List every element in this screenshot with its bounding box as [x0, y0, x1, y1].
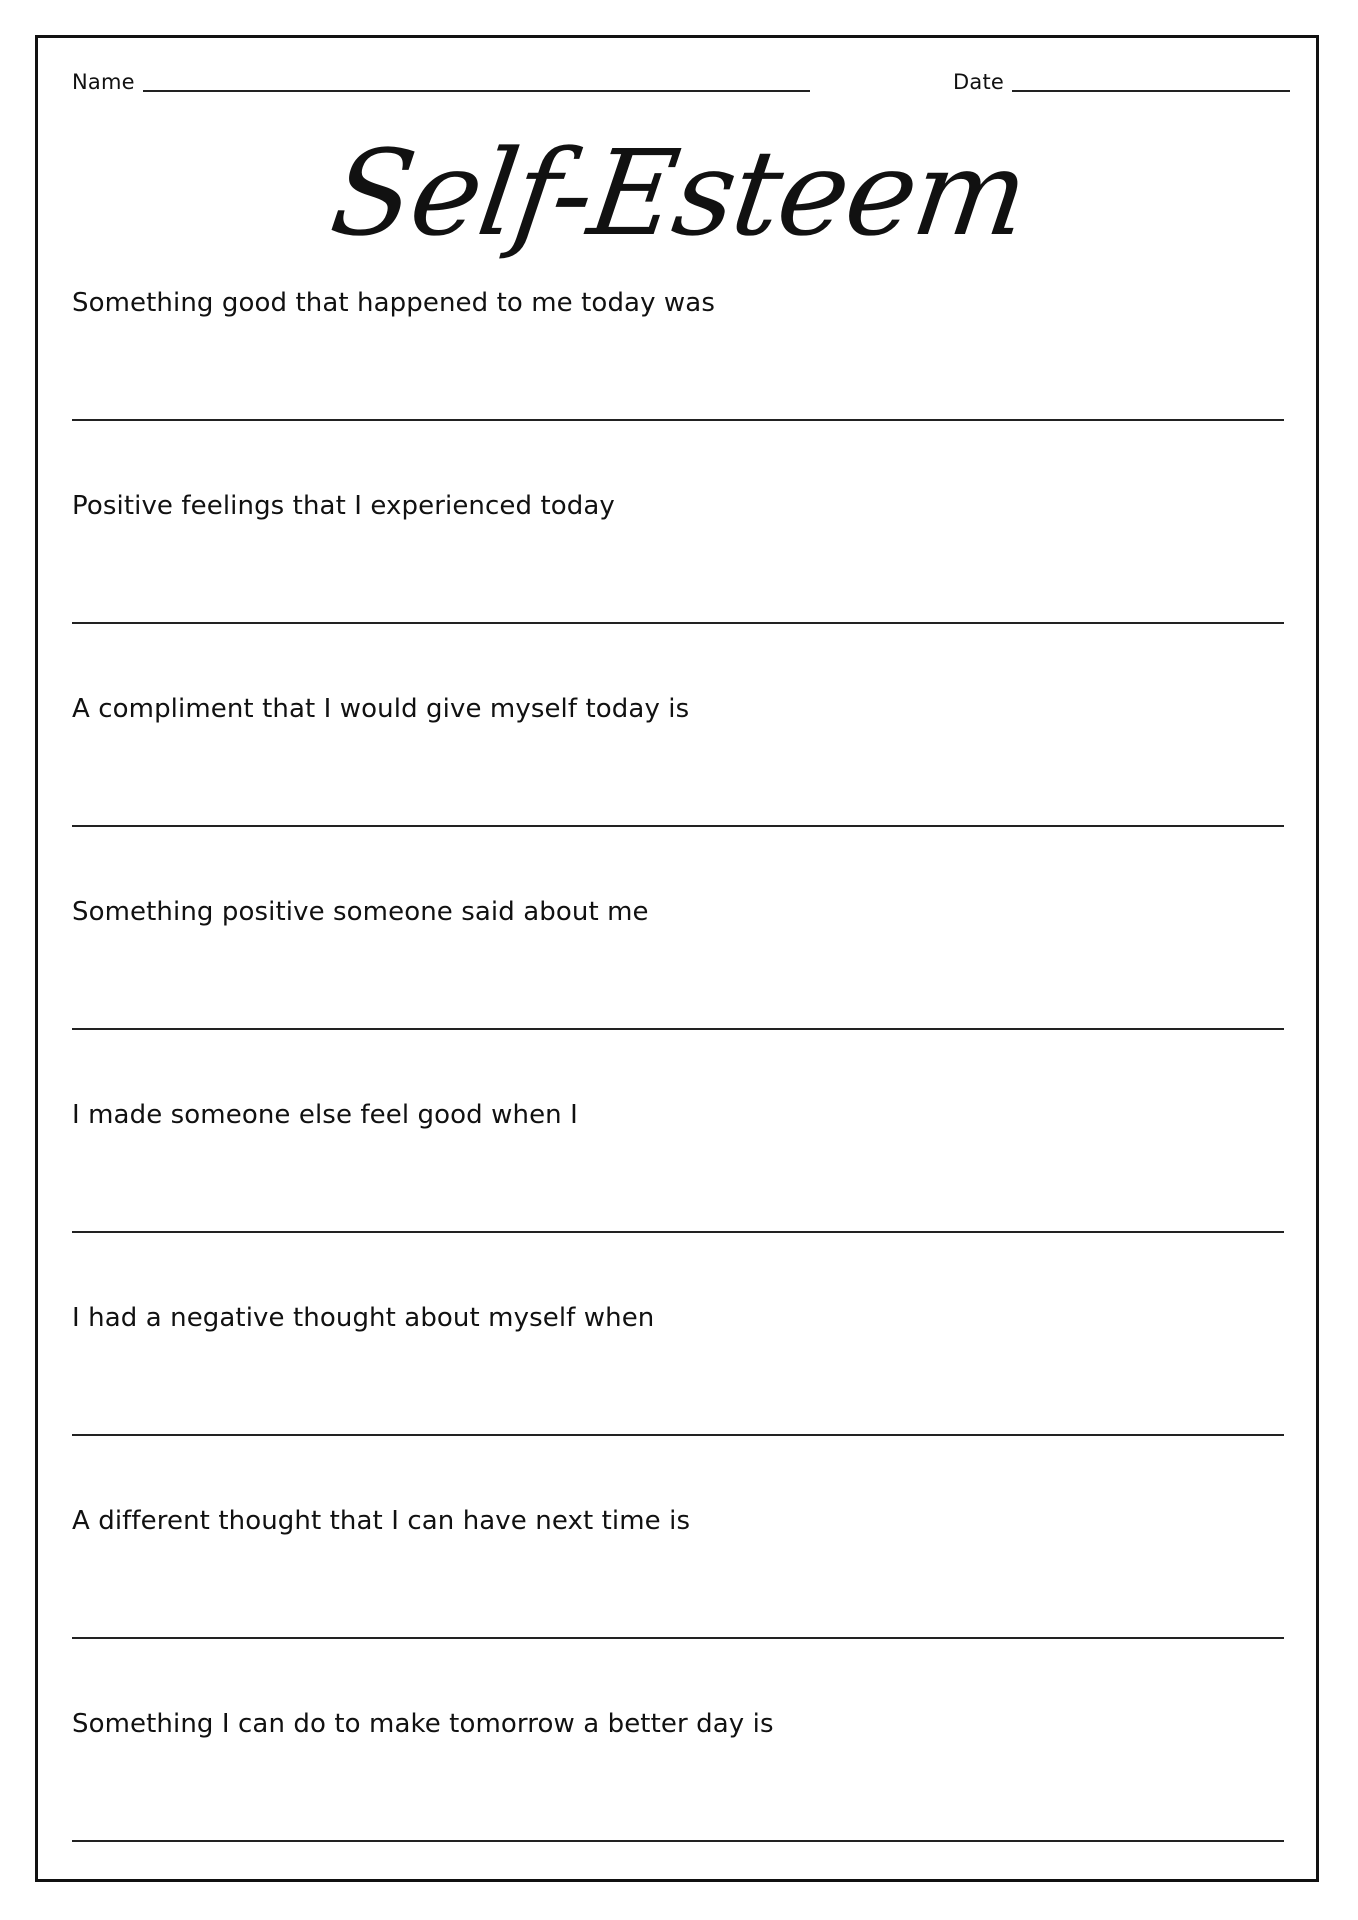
- name-label: Name: [72, 70, 135, 94]
- worksheet-title: Self-Esteem: [323, 124, 1035, 262]
- name-field: [72, 70, 810, 94]
- answer-line[interactable]: [72, 1840, 1284, 1842]
- answer-line[interactable]: [72, 1434, 1284, 1436]
- answer-line[interactable]: [72, 1028, 1284, 1030]
- answer-line[interactable]: [72, 419, 1284, 421]
- prompt-label: Something I can do to make tomorrow a better day is: [72, 1709, 774, 1739]
- name-blank-line[interactable]: [143, 70, 810, 92]
- prompt-label: I had a negative thought about myself when: [72, 1303, 655, 1333]
- prompt-label: Something good that happened to me today was: [72, 288, 715, 318]
- answer-line[interactable]: [72, 1637, 1284, 1639]
- answer-line[interactable]: [72, 622, 1284, 624]
- prompt-label: Positive feelings that I experienced today: [72, 491, 615, 521]
- date-blank-line[interactable]: [1012, 70, 1290, 92]
- date-field: [953, 70, 1290, 94]
- prompt-label: I made someone else feel good when I: [72, 1100, 578, 1130]
- answer-line[interactable]: [72, 1231, 1284, 1233]
- answer-line[interactable]: [72, 825, 1284, 827]
- prompt-label: Something positive someone said about me: [72, 897, 649, 927]
- prompt-label: A compliment that I would give myself today is: [72, 694, 690, 724]
- date-label: Date: [953, 70, 1004, 94]
- prompt-label: A different thought that I can have next time is: [72, 1506, 691, 1536]
